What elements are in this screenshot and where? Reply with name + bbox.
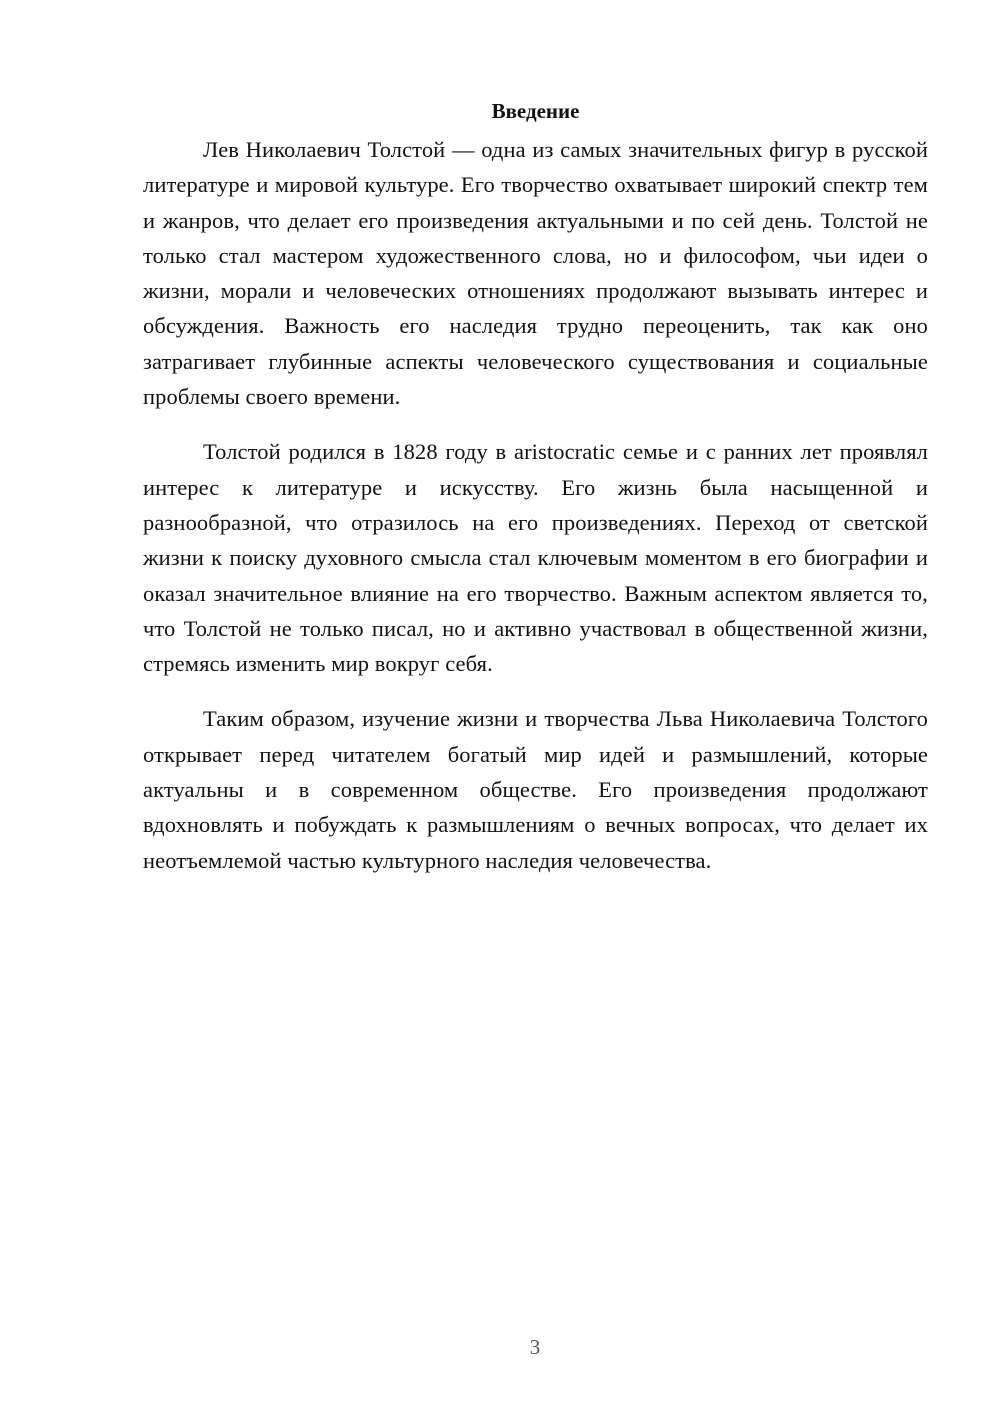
section-title: Введение: [491, 99, 580, 123]
paragraph-biography: Толстой родился в 1828 году в aristocratic семье и с ранних лет проявлял интерес к литературе и искусству. Его жизнь была насыщенной и разнообразной, что отразилось на его произведениях. Переход от светской жизни к поиску духовного смысла стал ключевым моментом в его биографии и оказал значительное влияние на его творчество. Важным аспектом является то, что Толстой не только писал, но и активно участвовал в общественной жизни, стремясь изменить мир вокруг себя.: [143, 439, 928, 677]
paragraph-conclusion: Таким образом, изучение жизни и творчества Льва Николаевича Толстого открывает перед читателем богатый мир идей и размышлений, которые актуальны и в современном обществе. Его произведения продолжают вдохновлять и побуждать к размышлениям о вечных вопросах, что делает их неотъемлемой частью культурного наследия человечества.: [143, 706, 928, 873]
page-number: 3: [529, 1335, 541, 1359]
page-content: [143, 96, 928, 898]
paragraph-intro: Лев Николаевич Толстой — одна из самых значительных фигур в русской литературе и мировой культуре. Его творчество охватывает широкий спектр тем и жанров, что делает его произведения актуальными и по сей день. Толстой не только стал мастером художественного слова, но и философом, чьи идеи о жизни, морали и человеческих отношениях продолжают вызывать интерес и обсуждения. Важность его наследия трудно переоценить, так как оно затрагивает глубинные аспекты человеческого существования и социальные проблемы своего времени.: [143, 137, 928, 410]
